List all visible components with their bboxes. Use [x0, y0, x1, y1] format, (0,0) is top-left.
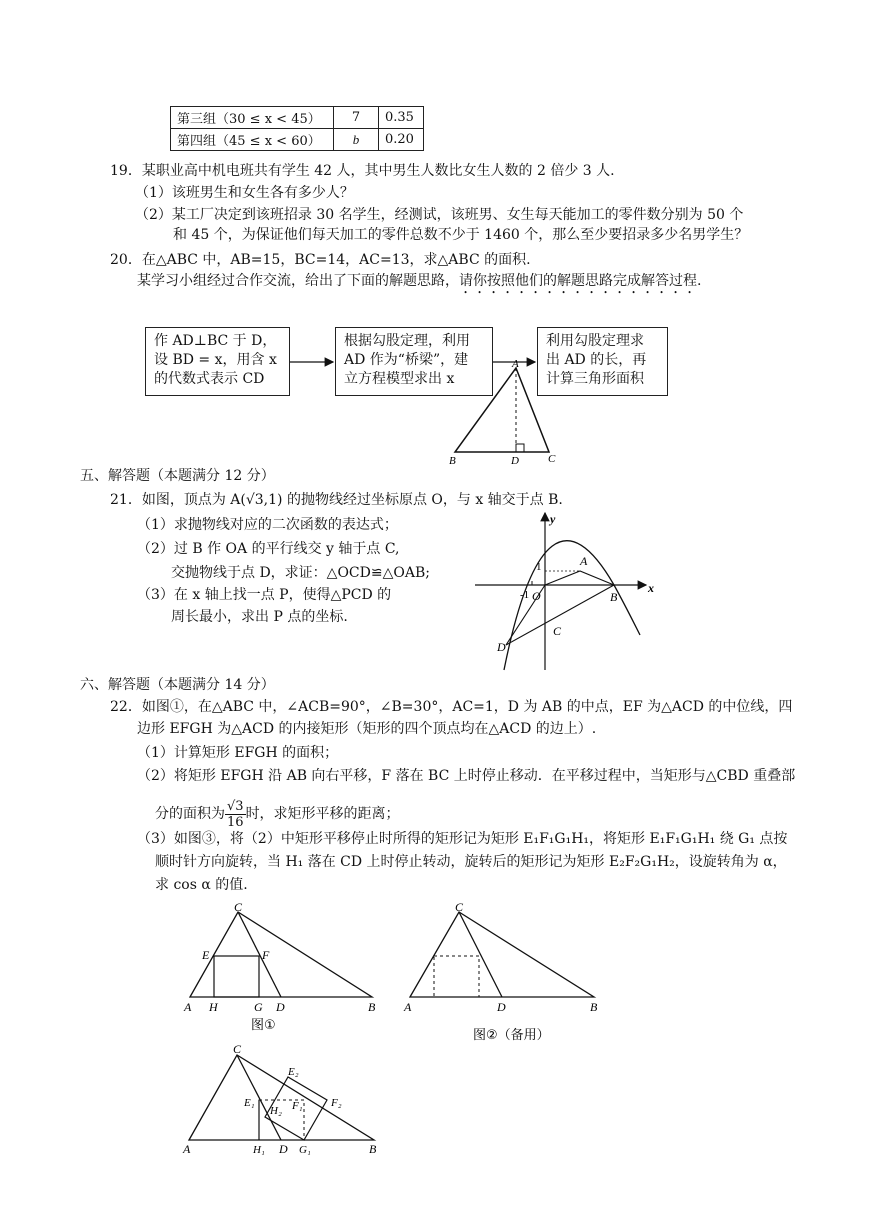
label-d: D [511, 455, 519, 467]
q22-part2-line2 [155, 795, 400, 833]
section-5-title: 五、解答题（本题满分 12 分） [80, 468, 275, 484]
table-cell-count: 7 [334, 107, 379, 129]
q22-p2-pre: 分的面积为 [155, 806, 225, 822]
box-line: 的代数式表示 CD [154, 371, 265, 387]
label-b: B [369, 1142, 377, 1156]
table-cell-group: 第三组（30 ≤ x < 45） [171, 107, 334, 129]
label-a: A [404, 1000, 412, 1014]
box-line: 利用勾股定理求 [546, 333, 644, 349]
q21-part2-line1: （2）过 B 作 OA 的平行线交 y 轴于点 C, [137, 541, 400, 557]
label-a: A [580, 554, 588, 568]
section-6-title: 六、解答题（本题满分 14 分） [80, 677, 275, 693]
q20-line2-end: . [697, 273, 702, 289]
q19-part2-line1: （2）某工厂决定到该班招录 30 名学生，经测试，该班男、女生每天能加工的零件数分别为 50 个 [135, 207, 744, 223]
tick-label-1: 1 [536, 561, 542, 573]
label-e2: E₂ [288, 1066, 299, 1078]
label-c: C [233, 1042, 242, 1056]
label-g: G [254, 1000, 263, 1014]
table-cell-freq: 0.35 [379, 107, 424, 129]
label-g1: G₁ [299, 1144, 311, 1156]
q21-stem-post: ,1) 的抛物线经过坐标原点 O，与 x 轴交于点 B. [263, 492, 563, 508]
right-angle-mark [516, 444, 524, 452]
label-b: B [610, 590, 618, 604]
figure-2-caption: 图②（备用） [473, 1028, 550, 1043]
fraction-denominator: 16 [227, 814, 244, 830]
tick-label-neg1: -1 [520, 589, 530, 601]
box-line: 立方程模型求出 x [344, 371, 455, 387]
label-h1: H₁ [253, 1144, 265, 1156]
q20-stem: 20．在△ABC 中，AB=15，BC=14，AC=13，求△ABC 的面积. [110, 252, 531, 268]
label-h: H [209, 1000, 218, 1014]
label-o: O [532, 589, 541, 603]
label-c: C [548, 453, 556, 465]
q19-stem: 19．某职业高中机电班共有学生 42 人，其中男生人数比女生人数的 2 倍少 3 人. [110, 163, 615, 179]
q20-line2-dotted: 请你按照他们的解题思路完成解答过程 [459, 273, 697, 289]
q22-part3-line3: 求 cos α 的值. [155, 877, 248, 893]
q21-stem-sqrt: √3 [245, 492, 264, 508]
q21-part3-line1: （3）在 x 轴上找一点 P，使得△PCD 的 [137, 587, 392, 603]
label-f2: F₂ [331, 1097, 342, 1109]
figure-1 [183, 900, 376, 1033]
box-line: 设 BD = x，用含 x [154, 352, 277, 368]
table-cell-group: 第四组（45 ≤ x < 60） [171, 129, 334, 151]
triangle-oab [545, 571, 614, 585]
label-c: C [234, 900, 243, 914]
q22-line1: 22．如图①，在△ABC 中，∠ACB=90°，∠B=30°，AC=1，D 为 AB 的中点，EF 为△ACD 的中位线，四 [110, 699, 793, 715]
label-a: A [183, 1142, 191, 1156]
q21-part1: （1）求抛物线对应的二次函数的表达式； [137, 517, 398, 533]
q21-stem-pre: 21．如图，顶点为 A( [110, 492, 246, 508]
figure-1-caption: 图① [251, 1018, 276, 1033]
q20-flow-and-triangle [0, 0, 869, 470]
q21-parabola-figure [470, 505, 670, 675]
label-a: A [184, 1000, 192, 1014]
label-h2: H₂ [270, 1105, 282, 1117]
label-d: D [497, 1000, 506, 1014]
label-c: C [553, 624, 562, 638]
label-d: D [497, 640, 506, 654]
q21-part3-line2: 周长最小，求出 P 点的坐标. [171, 609, 348, 625]
q19-part2-line2: 和 45 个，为保证他们每天加工的零件总数不少于 1460 个，那么至少要招录多少名男学生？ [173, 227, 749, 243]
x-axis-label: x [648, 581, 654, 595]
label-a: A [512, 358, 519, 370]
q22-line2: 边形 EFGH 为△ACD 的内接矩形（矩形的四个顶点均在△ACD 的边上）. [137, 721, 597, 737]
q22-part3-line1: （3）如图③，将（2）中矩形平移停止时所得的矩形记为矩形 E₁F₁G₁H₁，将矩形 E₁F₁G₁H₁ 绕 G₁ 点按 [137, 831, 788, 847]
label-f: F [262, 948, 270, 962]
table-cell-count: b [334, 129, 379, 151]
label-b: B [368, 1000, 376, 1014]
y-axis-label: y [550, 512, 556, 526]
label-e: E [202, 948, 210, 962]
box-line: 计算三角形面积 [546, 371, 644, 387]
label-b: B [449, 455, 456, 467]
fraction-numerator: √3 [227, 798, 244, 814]
q22-part1: （1）计算矩形 EFGH 的面积； [137, 745, 339, 761]
box-line: 出 AD 的长，再 [546, 352, 647, 368]
fraction [225, 799, 246, 830]
q22-part3-line2: 顺时针方向旋转，当 H₁ 落在 CD 上时停止转动，旋转后的矩形记为矩形 E₂F₂G₁H₂，设旋转角为 α， [155, 854, 787, 870]
label-d: D [276, 1000, 285, 1014]
q22-part2-line1: （2）将矩形 EFGH 沿 AB 向右平移，F 落在 BC 上时停止移动．在平移过程中，当矩形与△CBD 重叠部 [137, 768, 796, 784]
q22-figures [0, 895, 869, 1165]
label-d: D [279, 1142, 288, 1156]
label-b: B [590, 1000, 598, 1014]
label-c: C [455, 900, 464, 914]
q19-part1: （1）该班男生和女生各有多少人？ [135, 185, 354, 201]
table-cell-freq: 0.20 [379, 129, 424, 151]
q22-p2-post: 时，求矩形平移的距离； [245, 806, 400, 822]
triangle-abc [455, 368, 549, 452]
box-line: AD 作为“桥梁”，建 [344, 352, 469, 368]
figure-3 [182, 1042, 377, 1156]
q20-line2-plain: 某学习小组经过合作交流，给出了下面的解题思路， [137, 273, 459, 289]
box-line: 作 AD⊥BC 于 D， [154, 333, 277, 349]
parabola-curve [504, 541, 640, 670]
label-e1: E₁ [244, 1097, 255, 1109]
box-line: 根据勾股定理，利用 [344, 333, 470, 349]
label-f1: F₁ [292, 1100, 303, 1112]
q21-part2-line2: 交抛物线于点 D，求证：△OCD≌△OAB; [171, 565, 430, 581]
figure-2 [403, 900, 598, 1043]
